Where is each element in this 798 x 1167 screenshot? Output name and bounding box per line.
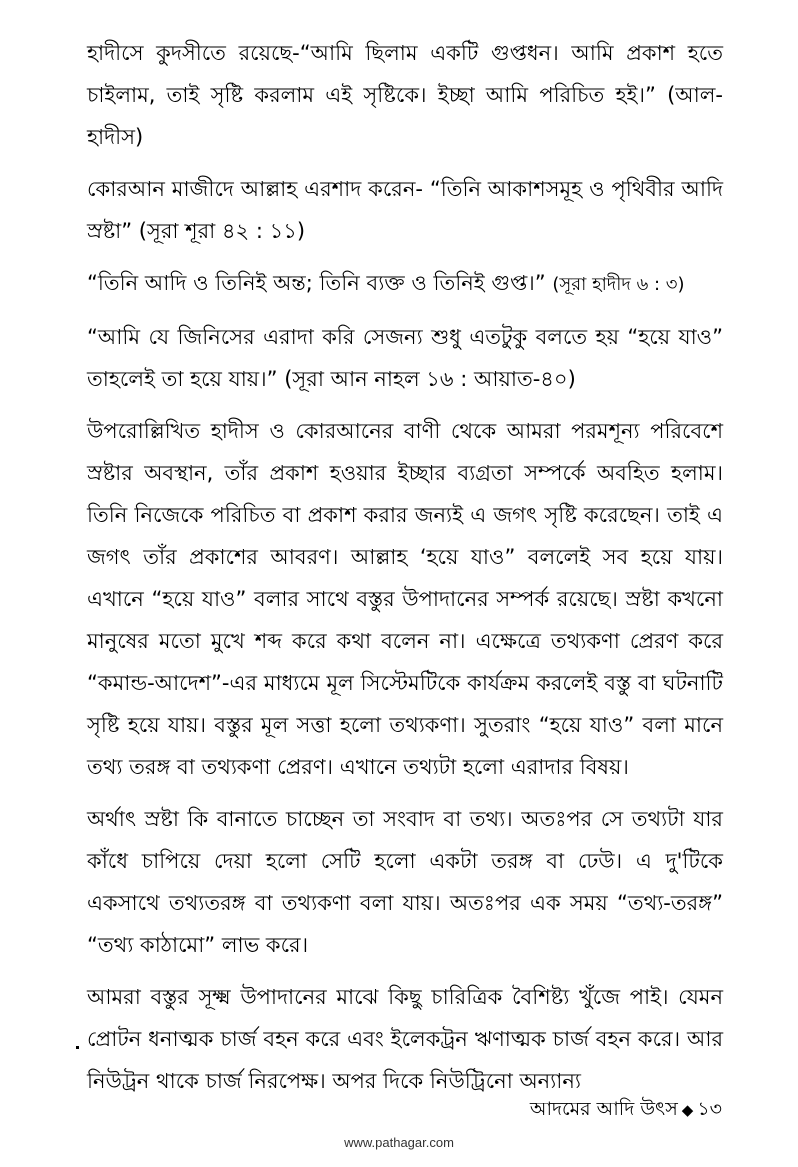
book-title: আদমের আদি উৎস [529, 1098, 678, 1120]
verse-reference: (সূরা হাদীদ ৬ : ৩) [552, 274, 685, 295]
paragraph-text: কোরআন মাজীদে আল্লাহ এরশাদ করেন- “তিনি আকাশসমূহ ও পৃথিবীর আদি স্রষ্টা” (সূরা শূরা ৪২ : ১১) [87, 177, 723, 243]
print-speck [76, 1046, 79, 1049]
paragraph [87, 798, 723, 966]
paragraph-text: আমরা বস্তুর সূক্ষ্ম উপাদানের মাঝে কিছু চারিত্রিক বৈশিষ্ট্য খুঁজে পাই। যেমন প্রোটন ধনাত্মক চার্জ বহন করে এবং ইলেকট্রন ঋণাত্মক চার্জ বহন করে। আর নিউট্রন থাকে চার্জ নিরপেক্ষ। অপর দিকে নিউট্রিনো অন্যান্য [87, 985, 723, 1093]
paragraph [87, 410, 723, 788]
paragraph-text: উপরোল্লিখিত হাদীস ও কোরআনের বাণী থেকে আমরা পরমশূন্য পরিবেশে স্রষ্টার অবস্থান, তাঁর প্রকাশ হওয়ার ইচ্ছার ব্যগ্রতা সম্পর্কে অবহিত হলাম। তিনি নিজেকে পরিচিত বা প্রকাশ করার জন্যই এ জগৎ সৃষ্টি করেছেন। তাই এ জগৎ তাঁর প্রকাশের আবরণ। আল্লাহ ‘হয়ে যাও” বললেই সব হয়ে যায়। এখানে “হয়ে যাও” বলার সাথে বস্তুর উপাদানের সম্পর্ক রয়েছে। স্রষ্টা কখনো মানুষের মতো মুখে শব্দ করে কথা বলেন না। এক্ষেত্রে তথ্যকণা প্রেরণ করে “কমান্ড-আদেশ”-এর মাধ্যমে মূল সিস্টেমটিকে কার্যক্রম করলেই বস্তু বা ঘটনাটি সৃষ্টি হয়ে যায়। বস্তুর মূল সত্তা হলো তথ্যকণা। সুতরাং “হয়ে যাও” বলা মানে তথ্য তরঙ্গ বা তথ্যকণা প্রেরণ। এখানে তথ্যটা হলো এরাদার বিষয়। [87, 419, 723, 779]
page-body [87, 32, 723, 1112]
paragraph-text: হাদীসে কুদসীতে রয়েছে-“আমি ছিলাম একটি গুপ্তধন। আমি প্রকাশ হতে চাইলাম, তাই সৃষ্টি করলাম এই সৃষ্টিকে। ইচ্ছা আমি পরিচিত হই।” (আল-হাদীস) [87, 41, 723, 149]
paragraph-text: অর্থাৎ স্রষ্টা কি বানাতে চাচ্ছেন তা সংবাদ বা তথ্য। অতঃপর সে তথ্যটা যার কাঁধে চাপিয়ে দেয়া হলো সেটি হলো একটা তরঙ্গ বা ঢেউ। এ দু'টিকে একসাথে তথ্যতরঙ্গ বা তথ্যকণা বলা যায়। অতঃপর এক সময় “তথ্য-তরঙ্গ” “তথ্য কাঠামো” লাভ করে। [87, 807, 723, 957]
source-url: www.pathagar.com [344, 1135, 454, 1150]
paragraph-text: “আমি যে জিনিসের এরাদা করি সেজন্য শুধু এতটুকু বলতে হয় “হয়ে যাও” তাহলেই তা হয়ে যায়।” (সূরা আন নাহল ১৬ : আয়াত-৪০) [87, 325, 723, 391]
running-footer [480, 1095, 722, 1127]
paragraph [87, 32, 723, 158]
paragraph [87, 262, 723, 306]
paragraph [87, 976, 723, 1102]
page-number: ১৩ [697, 1098, 722, 1120]
paragraph [87, 168, 723, 252]
diamond-icon: ◆ [681, 1101, 694, 1119]
paragraph [87, 316, 723, 400]
paragraph-text: “তিনি আদি ও তিনিই অন্ত; তিনি ব্যক্ত ও তিনিই গুপ্ত।” [87, 271, 546, 295]
